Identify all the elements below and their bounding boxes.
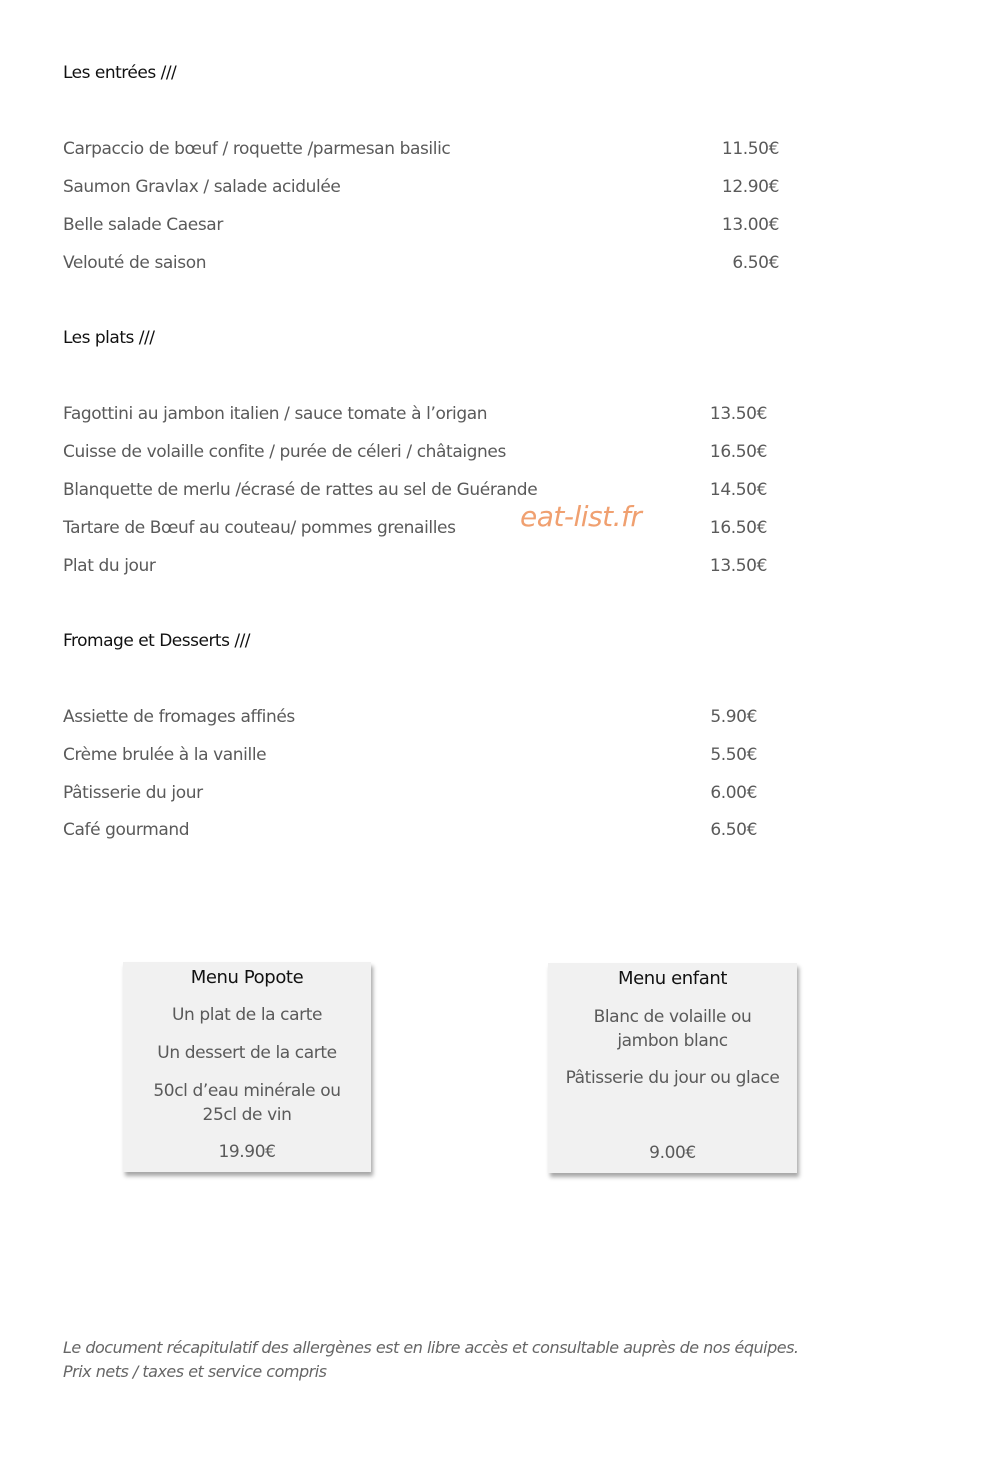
menu-item [63, 139, 783, 163]
section-title-desserts: Fromage et Desserts /// [63, 631, 251, 651]
item-name: Cuisse de volaille confite / purée de céleri / châtaignes [63, 442, 506, 462]
item-name: Plat du jour [63, 556, 156, 576]
item-price: 6.00€ [710, 783, 757, 803]
item-name: Assiette de fromages affinés [63, 707, 295, 727]
menu-item [63, 442, 783, 466]
menu-popote-line: 50cl d’eau minérale ou [153, 1081, 341, 1101]
item-price: 13.50€ [709, 404, 767, 424]
menu-item [63, 556, 783, 580]
menu-enfant-line: jambon blanc [617, 1031, 728, 1051]
menu-enfant-line: Blanc de volaille ou [593, 1007, 752, 1027]
menu-enfant-box [548, 963, 797, 1173]
menu-item [63, 215, 783, 239]
menu-enfant-line: Pâtisserie du jour ou glace [565, 1068, 780, 1088]
item-name: Velouté de saison [63, 253, 207, 273]
menu-item [63, 177, 783, 201]
watermark-text: eat-list.fr [520, 500, 642, 533]
section-title-plats: Les plats /// [63, 328, 155, 348]
item-name: Blanquette de merlu /écrasé de rattes au sel de Guérande [63, 480, 538, 500]
item-price: 6.50€ [710, 820, 757, 840]
menu-item [63, 404, 783, 428]
item-name: Fagottini au jambon italien / sauce tomate à l’origan [63, 404, 488, 424]
menu-item [63, 518, 783, 542]
item-name: Café gourmand [63, 820, 190, 840]
footer-note [63, 1336, 799, 1384]
item-name: Saumon Gravlax / salade acidulée [63, 177, 341, 197]
item-name: Carpaccio de bœuf / roquette /parmesan basilic [63, 139, 451, 159]
menu-popote-title: Menu Popote [190, 967, 304, 988]
menu-enfant-title: Menu enfant [617, 968, 728, 989]
menu-popote-price: 19.90€ [218, 1142, 276, 1162]
footer-allergens: Le document récapitulatif des allergènes est en libre accès et consultable auprès de nos équipes. [63, 1338, 799, 1357]
item-price: 16.50€ [709, 442, 767, 462]
menu-popote-box [123, 962, 371, 1172]
item-price: 14.50€ [709, 480, 767, 500]
item-price: 11.50€ [721, 139, 779, 159]
menu-popote-line: 25cl de vin [202, 1105, 292, 1125]
menu-item [63, 480, 783, 504]
item-name: Crème brulée à la vanille [63, 745, 267, 765]
item-price: 13.00€ [721, 215, 779, 235]
item-price: 16.50€ [709, 518, 767, 538]
menu-item [63, 707, 783, 731]
menu-popote-line: Un plat de la carte [171, 1005, 323, 1025]
section-title-entrees: Les entrées /// [63, 63, 177, 83]
menu-item [63, 783, 783, 807]
item-name: Belle salade Caesar [63, 215, 223, 235]
menu-enfant-price: 9.00€ [649, 1143, 696, 1163]
menu-popote-line: Un dessert de la carte [157, 1043, 337, 1063]
item-price: 6.50€ [732, 253, 779, 273]
item-price: 5.50€ [710, 745, 757, 765]
menu-item [63, 820, 783, 844]
item-price: 13.50€ [709, 556, 767, 576]
menu-item [63, 253, 783, 277]
item-price: 5.90€ [710, 707, 757, 727]
menu-item [63, 745, 783, 769]
item-name: Pâtisserie du jour [63, 783, 203, 803]
item-name: Tartare de Bœuf au couteau/ pommes grenailles [63, 518, 456, 538]
item-price: 12.90€ [721, 177, 779, 197]
footer-prices: Prix nets / taxes et service compris [63, 1362, 327, 1381]
